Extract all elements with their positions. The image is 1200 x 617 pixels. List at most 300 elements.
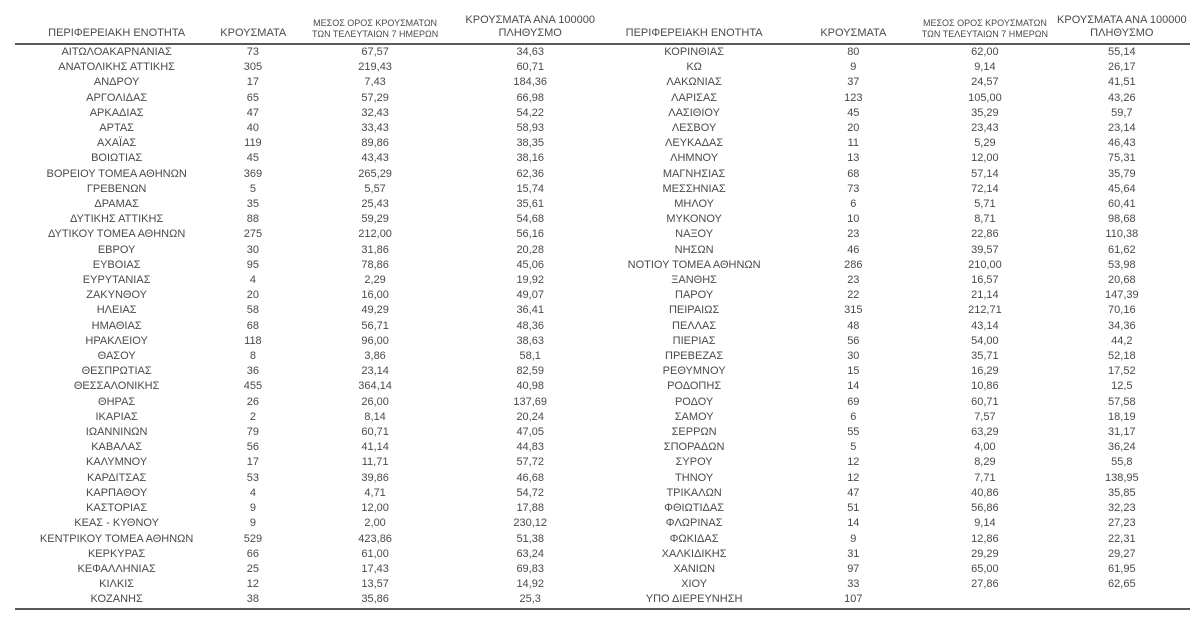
cases-cell-left: 9: [249, 517, 256, 530]
table-row: [15, 334, 1190, 349]
table-row: [15, 410, 1190, 425]
cases-cell-left: 8: [249, 350, 256, 363]
per100k-cell-left: 17,88: [516, 502, 544, 515]
cases-cell-left: 20: [246, 289, 260, 302]
avg7-cell-right: 9,14: [974, 517, 996, 530]
cases-cell-left: 25: [246, 562, 260, 575]
per100k-cell-right: 43,26: [1108, 91, 1136, 104]
table-row: [15, 486, 1190, 501]
header-avg7-right-line1: ΜΕΣΟΣ ΟΡΟΣ ΚΡΟΥΣΜΑΤΩΝ: [922, 18, 1047, 28]
region-cell-left: ΒΟΡΕΙΟΥ ΤΟΜΕΑ ΑΘΗΝΩΝ: [46, 167, 187, 180]
per100k-cell-right: 32,23: [1108, 502, 1136, 515]
avg7-cell-left: 26,00: [361, 395, 389, 408]
avg7-cell-right: 22,86: [971, 228, 999, 241]
per100k-cell-right: 18,19: [1108, 410, 1136, 423]
avg7-cell-right: 57,14: [971, 167, 999, 180]
cases-cell-right: 15: [847, 365, 860, 378]
cases-cell-left: 68: [246, 319, 260, 332]
header-per100k-right: [1054, 14, 1190, 44]
avg7-cell-left: 12,00: [361, 502, 389, 515]
per100k-cell-left: 36,41: [516, 304, 544, 317]
table-row: [15, 227, 1190, 242]
region-cell-right: ΤΡΙΚΑΛΩΝ: [666, 486, 722, 499]
per100k-cell-left: 63,24: [516, 547, 544, 560]
cases-cell-left: 529: [243, 532, 263, 545]
avg7-cell-left: 212,00: [358, 228, 392, 241]
cases-cell-right: 33: [847, 578, 860, 591]
per100k-cell-left: 230,12: [513, 517, 548, 530]
per100k-cell-left: 60,71: [516, 61, 544, 74]
cases-cell-right: 23: [847, 274, 860, 287]
region-cell-right: ΡΕΘΥΜΝΟΥ: [662, 365, 726, 378]
avg7-cell-right: 60,71: [971, 395, 999, 408]
per100k-cell-left: 82,59: [516, 365, 544, 378]
avg7-cell-left: 2,00: [364, 517, 386, 530]
per100k-cell-right: 60,41: [1108, 198, 1136, 211]
region-cell-left: ΑΧΑΪΑΣ: [97, 137, 137, 150]
cases-cell-left: 369: [243, 167, 263, 180]
cases-cell-right: 56: [847, 334, 860, 347]
cases-cell-left: 45: [246, 152, 260, 165]
avg7-cell-right: 72,14: [971, 182, 999, 195]
avg7-cell-right: 24,57: [971, 76, 999, 89]
region-cell-left: ΚΑΛΥΜΝΟΥ: [86, 456, 148, 469]
cases-cell-left: 58: [246, 304, 260, 317]
per100k-cell-right: 12,5: [1111, 380, 1133, 393]
cases-cell-left: 12: [246, 578, 260, 591]
region-cell-left: ΘΑΣΟΥ: [97, 350, 136, 363]
avg7-cell-right: 29,29: [971, 547, 999, 560]
table-row: [15, 455, 1190, 470]
region-cell-left: ΘΗΡΑΣ: [98, 395, 136, 408]
per100k-cell-right: 29,27: [1108, 547, 1136, 560]
region-cell-right: ΧΙΟΥ: [681, 578, 708, 591]
header-per100k-left-line1: ΚΡΟΥΣΜΑΤΑ ΑΝΑ 100000: [465, 14, 595, 26]
per100k-cell-right: 41,51: [1108, 76, 1136, 89]
avg7-cell-right: 10,86: [971, 380, 999, 393]
region-cell-right: ΣΕΡΡΩΝ: [671, 426, 717, 439]
table-row: [15, 44, 1190, 60]
avg7-cell-left: 5,57: [364, 182, 386, 195]
per100k-cell-left: 62,36: [516, 167, 544, 180]
table-row: [15, 577, 1190, 592]
avg7-cell-left: 423,86: [358, 532, 392, 545]
table-row: [15, 167, 1190, 182]
region-cell-right: ΜΕΣΣΗΝΙΑΣ: [662, 182, 726, 195]
avg7-cell-left: 25,43: [361, 198, 389, 211]
cases-cell-right: 31: [847, 547, 860, 560]
per100k-cell-left: 44,83: [516, 441, 544, 454]
region-cell-right: ΜΑΓΝΗΣΙΑΣ: [662, 167, 726, 180]
cases-cell-right: 22: [847, 289, 860, 302]
region-cell-left: ΔΥΤΙΚΗΣ ΑΤΤΙΚΗΣ: [69, 213, 164, 226]
avg7-cell-left: 43,43: [361, 152, 389, 165]
per100k-cell-left: 51,38: [516, 532, 544, 545]
cases-cell-right: 6: [850, 198, 857, 211]
avg7-cell-left: 78,86: [361, 258, 389, 271]
region-cell-left: ΚΑΡΔΙΤΣΑΣ: [87, 471, 147, 484]
avg7-cell-left: 33,43: [361, 122, 389, 135]
per100k-cell-left: 34,63: [516, 46, 544, 58]
per100k-cell-left: 38,16: [516, 152, 544, 165]
cases-cell-right: 123: [844, 91, 863, 104]
per100k-cell-right: 23,14: [1108, 122, 1136, 135]
per100k-cell-left: 19,92: [516, 274, 544, 287]
avg7-cell-right: 63,29: [971, 426, 999, 439]
cases-cell-left: 17: [246, 76, 260, 89]
cases-cell-left: 36: [246, 365, 260, 378]
avg7-cell-right: 8,71: [974, 213, 996, 226]
avg7-cell-right: 39,57: [971, 243, 999, 256]
cases-cell-left: 66: [246, 547, 260, 560]
region-cell-left: ΔΡΑΜΑΣ: [94, 198, 139, 211]
table-row: [15, 364, 1190, 379]
table-row: [15, 243, 1190, 258]
cases-cell-left: 2: [249, 410, 256, 423]
per100k-cell-right: 22,31: [1108, 532, 1136, 545]
table-row: [15, 106, 1190, 121]
avg7-cell-right: 12,86: [971, 532, 999, 545]
cases-cell-right: 23: [847, 228, 860, 241]
region-cell-right: ΠΙΕΡΙΑΣ: [672, 334, 716, 347]
avg7-cell-left: 96,00: [361, 334, 389, 347]
cases-cell-left: 9: [249, 502, 256, 515]
region-cell-left: ΓΡΕΒΕΝΩΝ: [86, 182, 147, 195]
table-header-row: [15, 14, 1190, 44]
region-cell-right: ΦΘΙΩΤΙΔΑΣ: [664, 502, 725, 515]
region-cell-left: ΗΜΑΘΙΑΣ: [91, 319, 142, 332]
cases-cell-left: 47: [246, 106, 260, 119]
avg7-cell-left: 32,43: [361, 106, 389, 119]
cases-cell-right: 6: [850, 410, 857, 423]
region-cell-left: ΚΟΖΑΝΗΣ: [90, 593, 143, 606]
cases-cell-right: 46: [847, 243, 860, 256]
table-row: [15, 288, 1190, 303]
avg7-cell-left: 13,57: [361, 578, 389, 591]
per100k-cell-right: 45,64: [1108, 182, 1136, 195]
per100k-cell-right: 52,18: [1108, 350, 1136, 363]
avg7-cell-right: 65,00: [971, 562, 999, 575]
avg7-cell-left: 11,71: [361, 456, 389, 469]
region-cell-right: ΠΑΡΟΥ: [675, 289, 714, 302]
avg7-cell-right: 8,29: [974, 456, 996, 469]
table-row: [15, 303, 1190, 318]
avg7-cell-right: 16,57: [971, 274, 999, 287]
region-cell-left: ΑΡΚΑΔΙΑΣ: [89, 106, 144, 119]
region-cell-left: ΒΟΙΩΤΙΑΣ: [91, 152, 143, 165]
per100k-cell-right: 62,65: [1108, 578, 1136, 591]
cases-cell-right: 10: [847, 213, 860, 226]
cases-cell-right: 73: [847, 182, 860, 195]
avg7-cell-left: 219,43: [358, 61, 392, 74]
table-row: [15, 91, 1190, 106]
cases-cell-left: 95: [246, 258, 260, 271]
table-row: [15, 136, 1190, 151]
per100k-cell-right: 55,14: [1108, 46, 1136, 58]
region-cell-right: ΜΥΚΟΝΟΥ: [666, 213, 722, 226]
header-per100k-right-line1: ΚΡΟΥΣΜΑΤΑ ΑΝΑ 100000: [1057, 14, 1187, 26]
region-cell-right: ΣΑΜΟΥ: [674, 410, 714, 423]
region-cell-left: ΘΕΣΠΡΩΤΙΑΣ: [81, 365, 152, 378]
region-cell-left: ΑΡΓΟΛΙΔΑΣ: [86, 91, 148, 104]
cases-cell-left: 88: [246, 213, 260, 226]
table-row: [15, 547, 1190, 562]
region-cell-right: ΣΥΡΟΥ: [675, 456, 713, 469]
region-cell-right: ΛΕΣΒΟΥ: [671, 122, 717, 135]
avg7-cell-right: 40,86: [971, 486, 999, 499]
avg7-cell-left: 41,14: [361, 441, 389, 454]
table-row: [15, 471, 1190, 486]
avg7-cell-right: 7,71: [974, 471, 996, 484]
regional-cases-table: [15, 14, 1190, 610]
cases-cell-right: 20: [847, 122, 860, 135]
region-cell-right: ΡΟΔΟΠΗΣ: [667, 380, 722, 393]
per100k-cell-right: [1054, 592, 1190, 608]
region-cell-right: ΛΑΚΩΝΙΑΣ: [666, 76, 722, 89]
per100k-cell-right: 36,24: [1108, 441, 1136, 454]
cases-cell-right: 107: [844, 593, 863, 606]
region-cell-left: ΖΑΚΥΝΘΟΥ: [86, 289, 148, 302]
cases-cell-left: 119: [244, 137, 262, 150]
per100k-cell-left: 54,68: [516, 213, 544, 226]
region-cell-right: ΠΕΙΡΑΙΩΣ: [668, 304, 720, 317]
per100k-cell-left: 14,92: [516, 578, 544, 591]
per100k-cell-right: 46,43: [1108, 137, 1136, 150]
table-row: [15, 349, 1190, 364]
region-cell-left: ΙΩΑΝΝΙΝΩΝ: [85, 426, 148, 439]
avg7-cell-left: 7,43: [364, 76, 386, 89]
per100k-cell-left: 20,24: [516, 410, 544, 423]
region-cell-left: ΚΕΑΣ - ΚΥΘΝΟΥ: [74, 517, 159, 530]
cases-cell-right: 5: [850, 441, 857, 454]
table-row: [15, 395, 1190, 410]
per100k-cell-right: 61,95: [1108, 562, 1136, 575]
table-row: [15, 516, 1190, 531]
table-row: [15, 532, 1190, 547]
avg7-cell-right: 105,00: [968, 91, 1002, 104]
table-row: [15, 425, 1190, 440]
avg7-cell-right: 212,71: [968, 304, 1002, 317]
avg7-cell-left: 67,57: [361, 46, 389, 58]
region-cell-right: ΚΩ: [686, 61, 702, 74]
per100k-cell-right: 34,36: [1108, 319, 1136, 332]
avg7-cell-left: 364,14: [358, 380, 392, 393]
per100k-cell-left: 45,06: [516, 258, 544, 271]
cases-cell-left: 17: [246, 456, 260, 469]
region-cell-left: ΚΑΣΤΟΡΙΑΣ: [86, 502, 148, 515]
region-cell-right: ΛΗΜΝΟΥ: [670, 152, 719, 165]
per100k-cell-left: 38,63: [516, 334, 544, 347]
region-cell-right: ΜΗΛΟΥ: [674, 198, 714, 211]
avg7-cell-left: 2,29: [364, 274, 386, 287]
cases-cell-left: 5: [249, 182, 256, 195]
region-cell-left: ΔΥΤΙΚΟΥ ΤΟΜΕΑ ΑΘΗΝΩΝ: [47, 228, 186, 241]
region-cell-right: ΛΑΡΙΣΑΣ: [671, 91, 718, 104]
cases-cell-right: 14: [847, 380, 860, 393]
avg7-cell-right: 5,29: [974, 137, 996, 150]
region-cell-right: ΠΡΕΒΕΖΑΣ: [665, 350, 724, 363]
region-cell-left: ΙΚΑΡΙΑΣ: [95, 410, 138, 423]
avg7-cell-left: 17,43: [361, 562, 389, 575]
per100k-cell-left: 46,68: [516, 471, 544, 484]
cases-cell-right: 97: [847, 562, 860, 575]
per100k-cell-left: 54,72: [516, 486, 544, 499]
avg7-cell-right: 56,86: [971, 502, 999, 515]
cases-cell-left: 4: [249, 274, 256, 287]
per100k-cell-left: 49,07: [516, 289, 544, 302]
per100k-cell-right: 20,68: [1108, 274, 1136, 287]
per100k-cell-right: 138,95: [1104, 471, 1139, 484]
header-avg7-left: [288, 14, 463, 44]
cases-cell-left: 35: [246, 198, 260, 211]
avg7-cell-right: 21,14: [971, 289, 999, 302]
cases-cell-left: 65: [246, 91, 260, 104]
per100k-cell-right: 59,7: [1111, 106, 1133, 119]
per100k-cell-left: 15,74: [516, 182, 544, 195]
avg7-cell-left: 57,29: [361, 91, 389, 104]
cases-cell-left: 305: [243, 61, 263, 74]
per100k-cell-right: 27,23: [1108, 517, 1136, 530]
region-cell-left: ΗΡΑΚΛΕΙΟΥ: [85, 334, 148, 347]
cases-cell-right: 37: [847, 76, 860, 89]
region-cell-right: ΦΛΩΡΙΝΑΣ: [665, 517, 723, 530]
cases-cell-right: 68: [847, 167, 860, 180]
table-row: [15, 273, 1190, 288]
per100k-cell-right: 17,52: [1108, 365, 1136, 378]
per100k-cell-right: 147,39: [1104, 289, 1139, 302]
per100k-cell-left: 35,61: [516, 198, 544, 211]
table-row: [15, 258, 1190, 273]
avg7-cell-right: 4,00: [974, 441, 996, 454]
cases-cell-right: 80: [847, 46, 860, 58]
cases-cell-left: 53: [246, 471, 260, 484]
table-row: [15, 121, 1190, 136]
cases-cell-left: 38: [246, 593, 260, 606]
per100k-cell-right: 55,8: [1111, 456, 1133, 469]
cases-cell-right: 9: [850, 61, 857, 74]
region-cell-right: ΧΑΛΚΙΔΙΚΗΣ: [661, 547, 727, 560]
region-cell-right: ΠΕΛΛΑΣ: [672, 319, 717, 332]
per100k-cell-right: 61,62: [1108, 243, 1136, 256]
region-cell-left: ΑΡΤΑΣ: [99, 122, 134, 135]
avg7-cell-left: 23,14: [361, 365, 389, 378]
header-cases-left: ΚΡΟΥΣΜΑΤΑ: [220, 27, 287, 39]
avg7-cell-left: 3,86: [364, 350, 386, 363]
cases-cell-right: 11: [847, 137, 860, 150]
avg7-cell-left: 31,86: [361, 243, 389, 256]
region-cell-right: ΝΗΣΩΝ: [674, 243, 714, 256]
region-cell-left: ΚΕΡΚΥΡΑΣ: [87, 547, 146, 560]
cases-cell-right: 286: [844, 258, 863, 271]
per100k-cell-left: 58,93: [516, 122, 544, 135]
region-cell-right: ΛΕΥΚΑΔΑΣ: [665, 137, 724, 150]
per100k-cell-right: 35,85: [1108, 486, 1136, 499]
per100k-cell-left: 184,36: [513, 76, 548, 89]
cases-cell-left: 26: [246, 395, 260, 408]
cases-cell-right: 9: [850, 532, 857, 545]
avg7-cell-right: 210,00: [968, 258, 1002, 271]
cases-cell-right: 55: [847, 426, 860, 439]
region-cell-right: ΤΗΝΟΥ: [675, 471, 714, 484]
avg7-cell-right: [916, 592, 1053, 608]
header-cases-right: ΚΡΟΥΣΜΑΤΑ: [820, 27, 887, 39]
table-row: [15, 60, 1190, 75]
header-region-right: ΠΕΡΙΦΕΡΕΙΑΚΗ ΕΝΟΤΗΤΑ: [625, 27, 763, 39]
per100k-cell-left: 38,35: [516, 137, 544, 150]
region-cell-right: ΦΩΚΙΔΑΣ: [669, 532, 719, 545]
cases-cell-left: 275: [243, 228, 263, 241]
per100k-cell-right: 31,17: [1108, 426, 1136, 439]
avg7-cell-right: 54,00: [971, 334, 999, 347]
region-cell-right: ΞΑΝΘΗΣ: [671, 274, 717, 287]
per100k-cell-left: 40,98: [516, 380, 544, 393]
cases-cell-left: 30: [246, 243, 260, 256]
per100k-cell-right: 57,58: [1108, 395, 1136, 408]
table-row: [15, 151, 1190, 166]
cases-cell-right: 12: [847, 456, 860, 469]
region-cell-left: ΚΑΒΑΛΑΣ: [91, 441, 143, 454]
table-row: [15, 592, 1190, 608]
avg7-cell-left: 265,29: [358, 167, 392, 180]
cases-cell-right: 315: [844, 304, 863, 317]
cases-cell-right: 48: [847, 319, 860, 332]
per100k-cell-left: 57,72: [516, 456, 544, 469]
cases-cell-left: 56: [246, 441, 260, 454]
region-cell-right: ΝΑΞΟΥ: [675, 228, 714, 241]
cases-cell-right: 47: [847, 486, 860, 499]
table-row: [15, 379, 1190, 394]
per100k-cell-right: 35,79: [1108, 167, 1136, 180]
region-cell-right: ΡΟΔΟΥ: [674, 395, 714, 408]
cases-cell-right: 14: [847, 517, 860, 530]
per100k-cell-left: 54,22: [516, 106, 544, 119]
avg7-cell-left: 4,71: [364, 486, 386, 499]
region-cell-left: ΑΙΤΩΛΟΑΚΑΡΝΑΝΙΑΣ: [61, 46, 172, 58]
avg7-cell-right: 23,43: [971, 122, 999, 135]
avg7-cell-left: 16,00: [361, 289, 389, 302]
cases-cell-right: 69: [847, 395, 860, 408]
table-body: [15, 44, 1190, 609]
region-cell-left: ΑΝΑΤΟΛΙΚΗΣ ΑΤΤΙΚΗΣ: [58, 61, 175, 74]
region-cell-right: ΚΟΡΙΝΘΙΑΣ: [664, 46, 724, 58]
per100k-cell-left: 56,16: [516, 228, 544, 241]
avg7-cell-right: 5,71: [974, 198, 996, 211]
header-per100k-left-line2: ΠΛΗΘΥΣΜΟ: [498, 27, 562, 39]
avg7-cell-left: 35,86: [361, 593, 389, 606]
region-cell-left: ΕΥΡΥΤΑΝΙΑΣ: [82, 274, 151, 287]
avg7-cell-right: 62,00: [971, 46, 999, 58]
region-cell-left: ΚΙΛΚΙΣ: [99, 578, 135, 591]
avg7-cell-right: 7,57: [974, 410, 996, 423]
per100k-cell-right: 53,98: [1108, 258, 1136, 271]
cases-cell-left: 455: [243, 380, 263, 393]
table-row: [15, 212, 1190, 227]
avg7-cell-right: 12,00: [971, 152, 999, 165]
region-cell-right: ΛΑΣΙΘΙΟΥ: [668, 106, 720, 119]
region-cell-right: ΥΠΟ ΔΙΕΡΕΥΝΗΣΗ: [645, 593, 743, 606]
avg7-cell-right: 43,14: [971, 319, 999, 332]
cases-cell-left: 40: [246, 122, 260, 135]
avg7-cell-left: 59,29: [361, 213, 389, 226]
avg7-cell-right: 27,86: [971, 578, 999, 591]
avg7-cell-right: 9,14: [974, 61, 996, 74]
table-row: [15, 75, 1190, 90]
header-avg7-left-line2: ΤΩΝ ΤΕΛΕΥΤΑΙΩΝ 7 ΗΜΕΡΩΝ: [312, 29, 439, 39]
header-region-left: ΠΕΡΙΦΕΡΕΙΑΚΗ ΕΝΟΤΗΤΑ: [48, 27, 186, 39]
table-row: [15, 501, 1190, 516]
region-cell-right: ΝΟΤΙΟΥ ΤΟΜΕΑ ΑΘΗΝΩΝ: [627, 258, 761, 271]
avg7-cell-left: 61,00: [361, 547, 389, 560]
